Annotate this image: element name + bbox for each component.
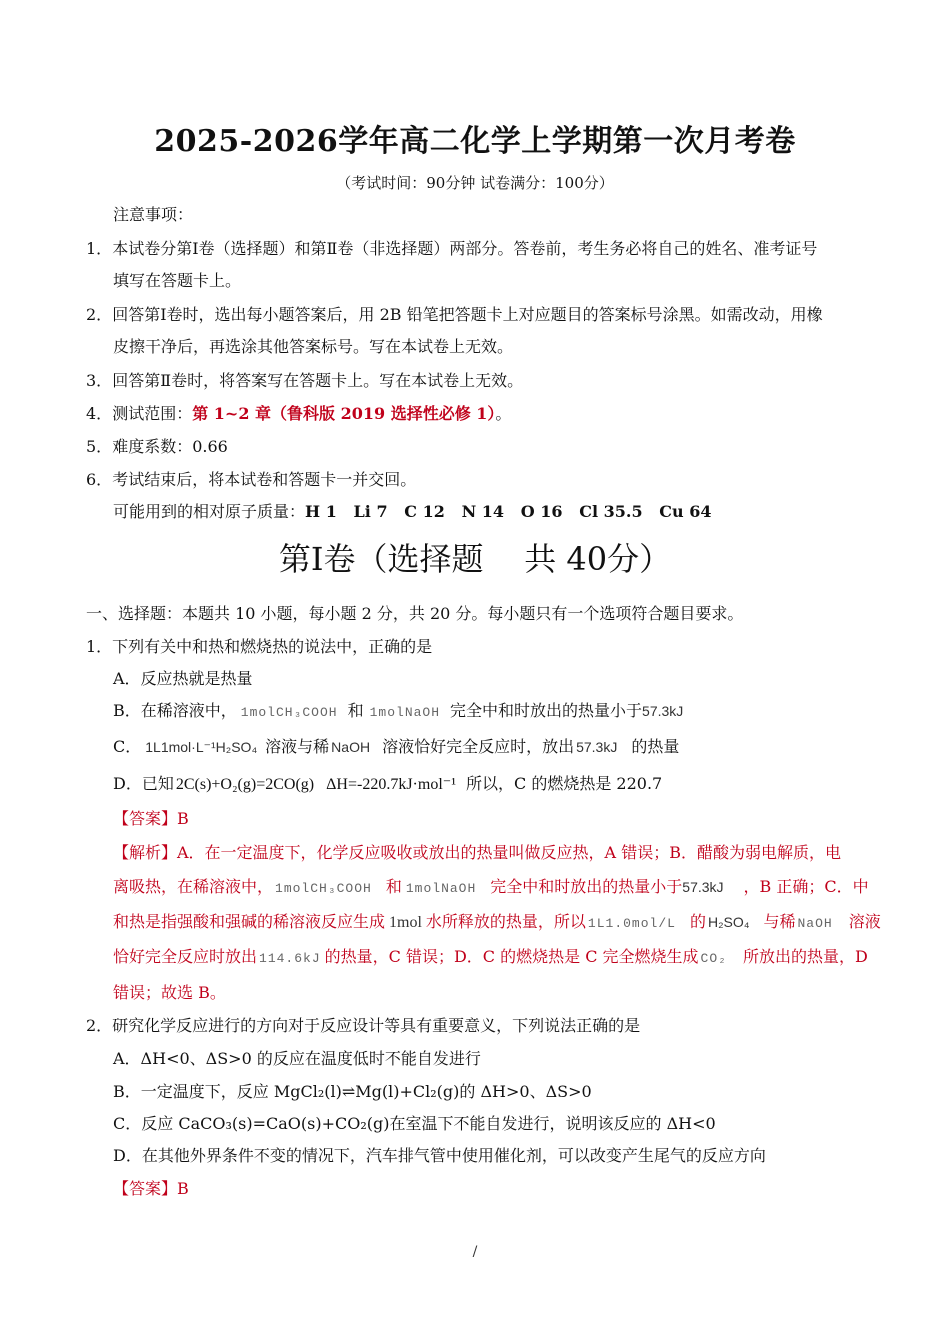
notice-text: 回答第Ⅱ卷时，将答案写在答题卡上。写在本试卷上无效。 [112, 371, 524, 390]
q1-option-c [113, 736, 679, 758]
analysis-text: 水所释放的热量，所以 [425, 912, 586, 931]
q2-option-d: D．在其他外界条件不变的情况下，汽车排气管中使用催化剂，可以改变产生尾气的反应方向 [113, 1146, 766, 1165]
q1-b-text3: 完全中和时放出的热量小于 [450, 701, 643, 720]
q1-analysis-line5: 错误；故选 B。 [113, 983, 226, 1002]
q1-analysis-line4 [113, 946, 868, 970]
formula: 1L1.0mol/L [587, 916, 676, 931]
exam-subtitle: （考试时间：90分钟 试卷满分：100分） [336, 174, 614, 192]
q1-c-text: C． [113, 737, 142, 756]
section-title: 第Ⅰ卷（选择题 共 40分） [278, 540, 672, 578]
formula: NaOH [797, 916, 833, 931]
q1-analysis-line2 [113, 876, 869, 900]
formula: 1molNaOH [405, 881, 477, 896]
part-intro: 一、选择题：本题共 10 小题，每小题 2 分，共 20 分。每小题只有一个选项符合题目要求。 [86, 604, 744, 623]
formula: 1mol [389, 914, 422, 931]
notice-text: 回答第Ⅰ卷时，选出每小题答案后，用 2B 铅笔把答题卡上对应题目的答案标号涂黑。如需改动，用橡 [112, 305, 823, 324]
analysis-text: 恰好完全反应时放出 [113, 947, 258, 966]
formula: 1molCH₃COOH [240, 705, 338, 720]
atomic-mass-label: 可能用到的相对原子质量： [113, 502, 306, 521]
q1-answer: 【答案】B [113, 809, 189, 828]
analysis-text: 完全中和时放出的热量小于 [490, 877, 683, 896]
notice-item-5 [86, 436, 228, 458]
formula: 57.3kJ [682, 879, 724, 895]
q1-analysis-line3 [113, 911, 881, 935]
notice-item-3 [86, 370, 523, 392]
formula: 114.6kJ [259, 951, 321, 966]
formula: 1molNaOH [369, 705, 441, 720]
q1-d-text2: 所以，C 的燃烧热是 220.7 [466, 774, 663, 793]
q1-option-a: A．反应热就是热量 [113, 669, 253, 688]
analysis-text: ，B 正确；C．中 [743, 877, 869, 896]
notice-item-6 [86, 469, 416, 491]
notice-num: 1． [86, 239, 113, 258]
formula: 1L1mol·L⁻¹H₂SO₄ [145, 739, 258, 755]
analysis-text: 和 [385, 877, 402, 896]
formula: 57.3kJ [576, 739, 618, 755]
formula: NaOH [331, 739, 371, 755]
q1-c-text2: 溶液与稀 [265, 737, 330, 756]
q1-option-b [113, 700, 683, 724]
q2-option-c: C．反应 CaCO₃(s)=CaO(s)+CO₂(g)在室温下不能自发进行，说明该反应的 ΔH<0 [113, 1114, 716, 1133]
notice-text: 测试范围： [112, 404, 193, 423]
q1-b-text: B．在稀溶液中， [113, 701, 237, 720]
q2-option-b: B．一定温度下，反应 MgCl₂(l)⇌Mg(l)+Cl₂(g)的 ΔH>0、ΔS>0 [113, 1082, 592, 1101]
analysis-text: 溶液 [848, 912, 881, 931]
q1-stem: 1．下列有关中和热和燃烧热的说法中，正确的是 [86, 637, 433, 656]
formula: CO₂ [700, 951, 727, 966]
notice-item-2 [86, 304, 823, 326]
q2-stem: 2．研究化学反应进行的方向对于反应设计等具有重要意义，下列说法正确的是 [86, 1016, 641, 1035]
q1-option-d [113, 773, 662, 796]
notice-text-end: 。 [495, 404, 512, 423]
test-scope: 第 1~2 章（鲁科版 2019 选择性必修 1） [192, 404, 496, 423]
q1-c-text4: 的热量 [631, 737, 680, 756]
q2-option-a: A．ΔH<0、ΔS>0 的反应在温度低时不能自发进行 [113, 1049, 481, 1068]
notice-text: 考试结束后，将本试卷和答题卡一并交回。 [112, 470, 417, 489]
formula: 1molCH₃COOH [275, 881, 372, 896]
notice-num: 4． [86, 404, 113, 423]
q1-c-text3: 溶液恰好完全反应时，放出 [382, 737, 575, 756]
equation: 2C(s)+O₂(g)=2CO(g) ΔH=-220.7kJ·mol⁻¹ [175, 776, 456, 793]
analysis-text: 和热是指强酸和强碱的稀溶液反应生成 [113, 912, 386, 931]
atomic-masses [113, 501, 712, 523]
notice-num: 6． [86, 470, 113, 489]
notice-num: 5． [86, 437, 113, 456]
q2-answer: 【答案】B [113, 1179, 189, 1198]
analysis-text: 与稀 [763, 912, 796, 931]
notice-item-1-cont: 填写在答题卡上。 [113, 271, 242, 290]
notice-item-4 [86, 403, 511, 425]
q1-d-text: D．已知 [113, 774, 174, 793]
q1-analysis-line1: 【解析】A．在一定温度下，化学反应吸收或放出的热量叫做反应热，A 错误；B．醋酸为弱电解质，电 [113, 843, 841, 862]
notice-num: 2． [86, 305, 113, 324]
atomic-mass-values: H 1 Li 7 C 12 N 14 O 16 Cl 35.5 Cu 64 [305, 502, 712, 521]
notice-heading: 注意事项： [113, 205, 194, 224]
formula: 57.3kJ [642, 703, 684, 719]
notice-item-1 [86, 238, 817, 260]
notice-text: 本试卷分第Ⅰ卷（选择题）和第Ⅱ卷（非选择题）两部分。答卷前，考生务必将自己的姓名、准考证号 [112, 239, 818, 258]
analysis-text: 的热量，C 错误；D．C 的燃烧热是 C 完全燃烧生成 [324, 947, 699, 966]
formula: H₂SO₄ [707, 914, 750, 930]
notice-num: 3． [86, 371, 113, 390]
page-title: 2025-2026学年高二化学上学期第一次月考卷 [154, 124, 796, 159]
notice-text: 难度系数：0.66 [112, 437, 228, 456]
analysis-text: 所放出的热量，D [742, 947, 868, 966]
analysis-text: 的 [689, 912, 706, 931]
q1-b-text2: 和 [347, 701, 364, 720]
analysis-text: 离吸热，在稀溶液中， [113, 877, 274, 896]
page-footer: / [472, 1244, 478, 1260]
notice-item-2-cont: 皮擦干净后，再选涂其他答案标号。写在本试卷上无效。 [113, 337, 514, 356]
